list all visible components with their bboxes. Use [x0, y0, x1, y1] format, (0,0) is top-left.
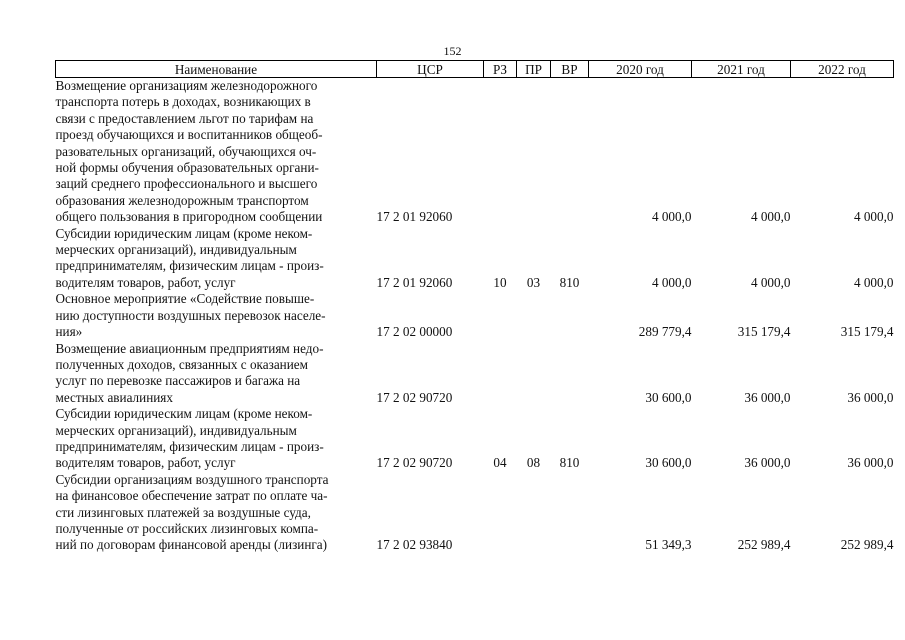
cell-pr [517, 472, 551, 554]
cell-2020: 4 000,0 [651, 209, 692, 225]
cell-name [56, 291, 377, 340]
header-2021: 2021 год [692, 61, 791, 78]
cell-2021: 252 989,4 [737, 537, 791, 553]
table-row [56, 291, 894, 340]
name-line: водителям товаров, работ, услуг [55, 455, 236, 471]
cell-rz [484, 291, 517, 340]
header-2020: 2020 год [589, 61, 692, 78]
name-line: Возмещение авиационным предприятиям недо- [55, 340, 324, 356]
name-line: предпринимателям, физическим лицам - произ- [55, 258, 324, 274]
name-line: предпринимателям, физическим лицам - произ- [55, 438, 324, 454]
name-line: полученные от российских лизинговых компа- [55, 520, 319, 536]
cell-2022: 4 000,0 [853, 209, 894, 225]
name-line: Субсидии организациям воздушного транспорта [55, 471, 329, 487]
cell-csr: 17 2 02 93840 [376, 537, 453, 553]
name-line: разовательных организаций, обучающихся оч- [55, 143, 317, 159]
name-line: мерческих организаций), индивидуальным [55, 422, 297, 438]
cell-2021: 36 000,0 [744, 389, 791, 405]
cell-rz: 04 [493, 455, 507, 471]
name-line: образования железнодорожным транспортом [55, 192, 309, 208]
name-line: заций среднего профессионального и высшего [55, 176, 318, 192]
name-line: Основное мероприятие «Содействие повыше- [55, 291, 315, 307]
name-line: водителям товаров, работ, услуг [55, 274, 236, 290]
cell-pr [517, 291, 551, 340]
header-csr: ЦСР [377, 61, 484, 78]
cell-name [56, 406, 377, 472]
cell-2020: 30 600,0 [645, 455, 692, 471]
cell-pr [517, 341, 551, 407]
name-line: ной формы обучения образовательных органи- [55, 160, 319, 176]
table-row [56, 78, 894, 226]
table-row [56, 341, 894, 407]
cell-vr [551, 291, 589, 340]
cell-name [56, 226, 377, 292]
name-line: ний по договорам финансовой аренды (лизинга) [55, 537, 328, 553]
name-line: связи с предоставлением льгот по тарифам на [55, 110, 314, 126]
cell-vr [551, 472, 589, 554]
cell-vr: 810 [559, 274, 580, 290]
name-line: услуг по перевозке пассажиров и багажа на [55, 373, 301, 389]
table-body [56, 78, 894, 554]
name-line: Возмещение организациям железнодорожного [55, 78, 318, 93]
table-header [56, 61, 894, 78]
name-line: полученных доходов, связанных с оказанием [55, 356, 308, 372]
cell-2021: 315 179,4 [737, 324, 791, 340]
cell-vr: 810 [559, 455, 580, 471]
cell-2020: 4 000,0 [651, 274, 692, 290]
cell-2022: 315 179,4 [840, 324, 894, 340]
name-line: общего пользования в пригородном сообщении [55, 209, 323, 225]
budget-table [55, 60, 894, 554]
cell-csr: 17 2 02 90720 [376, 389, 453, 405]
cell-rz [484, 472, 517, 554]
cell-rz: 10 [493, 274, 507, 290]
cell-2021: 36 000,0 [744, 455, 791, 471]
cell-2020: 51 349,3 [645, 537, 692, 553]
cell-2022: 36 000,0 [847, 455, 894, 471]
cell-2021: 4 000,0 [750, 274, 791, 290]
cell-2022: 252 989,4 [840, 537, 894, 553]
name-line: нию доступности воздушных перевозок населе- [55, 307, 326, 323]
name-line: Субсидии юридическим лицам (кроме неком- [55, 225, 313, 241]
cell-rz [484, 78, 517, 226]
cell-csr: 17 2 01 92060 [376, 274, 453, 290]
cell-2020: 289 779,4 [638, 324, 692, 340]
cell-2021: 4 000,0 [750, 209, 791, 225]
name-line: местных авиалиниях [55, 389, 173, 405]
name-line: проезд обучающихся и воспитанников общеоб- [55, 127, 323, 143]
header-pr: ПР [517, 61, 551, 78]
cell-csr: 17 2 02 90720 [376, 455, 453, 471]
cell-vr [551, 341, 589, 407]
table-row [56, 226, 894, 292]
cell-name [56, 341, 377, 407]
cell-pr: 03 [526, 274, 541, 290]
cell-vr [551, 78, 589, 226]
name-line: Субсидии юридическим лицам (кроме неком- [55, 406, 313, 422]
cell-name [56, 472, 377, 554]
cell-pr [517, 78, 551, 226]
header-2022: 2022 год [791, 61, 894, 78]
name-line: сти лизинговых платежей за воздушные суда, [55, 504, 311, 520]
table-row [56, 472, 894, 554]
cell-pr: 08 [526, 455, 541, 471]
header-rz: РЗ [484, 61, 517, 78]
cell-csr: 17 2 02 00000 [376, 324, 453, 340]
cell-2022: 36 000,0 [847, 389, 894, 405]
header-name: Наименование [56, 61, 377, 78]
cell-2020: 30 600,0 [645, 389, 692, 405]
cell-2022: 4 000,0 [853, 274, 894, 290]
cell-csr: 17 2 01 92060 [376, 209, 453, 225]
name-line: ния» [55, 324, 83, 340]
name-line: на финансовое обеспечение затрат по оплате ча- [55, 488, 328, 504]
table-row [56, 406, 894, 472]
page-number: 152 [443, 44, 462, 58]
cell-rz [484, 341, 517, 407]
cell-name [56, 78, 377, 226]
name-line: транспорта потерь в доходах, возникающих в [55, 94, 311, 110]
header-vr: ВР [551, 61, 589, 78]
name-line: мерческих организаций), индивидуальным [55, 242, 297, 258]
